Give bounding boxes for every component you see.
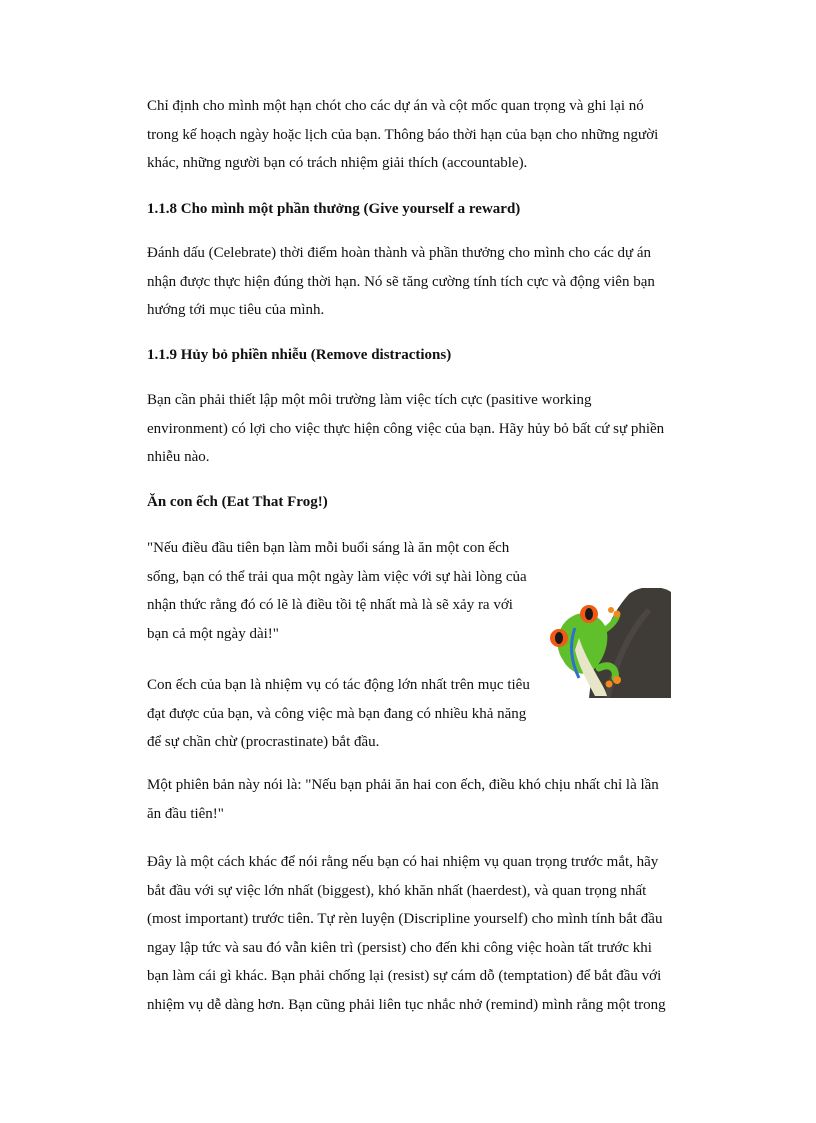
frog-illustration bbox=[549, 588, 671, 698]
paragraph-distractions: Bạn cần phải thiết lập một môi trường làm việc tích cực (pasitive working environment) có lợi cho việc thực hiện công việc của bạn. Hãy hủy bỏ bất cứ sự phiền nhiễu nào. bbox=[147, 392, 665, 465]
heading-give-yourself-reward: 1.1.8 Cho mình một phần thưởng (Give yourself a reward) bbox=[147, 201, 521, 217]
frog-on-rock-icon bbox=[549, 588, 671, 698]
paragraph-two-frogs: Một phiên bản này nói là: "Nếu bạn phải ăn hai con ếch, điều khó chịu nhất chỉ là lần ăn đầu tiên!" bbox=[147, 777, 659, 822]
paragraph-your-frog: Con ếch của bạn là nhiệm vụ có tác động lớn nhất trên mục tiêu đạt được của bạn, và công việc mà bạn đang có nhiều khả năng để sự chần chừ (procrastinate) bắt đầu. bbox=[147, 677, 530, 750]
paragraph-frog-quote: "Nếu điều đầu tiên bạn làm mỗi buổi sáng là ăn một con ếch sống, bạn có thể trải qua một ngày làm việc với sự hài lòng của nhận thức rằng đó có lẽ là điều tồi tệ nhất mà là sẽ xảy ra với bạn cả một ngày dài!" bbox=[147, 540, 527, 642]
paragraph-reward: Đánh dấu (Celebrate) thời điểm hoàn thành và phần thưởng cho mình cho các dự án nhận được thực hiện đúng thời hạn. Nó sẽ tăng cường tính tích cực và động viên bạn hướng tới mục tiêu của mình. bbox=[147, 245, 655, 318]
paragraph-two-tasks: Đây là một cách khác để nói rằng nếu bạn có hai nhiệm vụ quan trọng trước mắt, hãy bắt đầu với sự việc lớn nhất (biggest), khó khăn nhất (haerdest), và quan trọng nhất (most important) trước tiên. Tự rèn luyện (Discripline yourself) cho mình tính bắt đầu ngay lập tức và sau đó vẫn kiên trì (persist) cho đến khi công việc hoàn tất trước khi bạn làm cái gì khác. Bạn phải chống lại (resist) sự cám dỗ (temptation) để bắt đầu với nhiệm vụ dễ dàng hơn. Bạn cũng phải liên tục nhắc nhở (remind) mình rằng một trong bbox=[147, 854, 666, 1013]
heading-remove-distractions: 1.1.9 Hủy bỏ phiền nhiễu (Remove distractions) bbox=[147, 347, 452, 363]
heading-eat-that-frog: Ăn con ếch (Eat That Frog!) bbox=[147, 494, 328, 510]
paragraph-deadlines: Chỉ định cho mình một hạn chót cho các dự án và cột mốc quan trọng và ghi lại nó trong kế hoạch ngày hoặc lịch của bạn. Thông báo thời hạn của bạn cho những người khác, những người bạn có trách nhiệm giải thích (accountable). bbox=[147, 98, 659, 171]
